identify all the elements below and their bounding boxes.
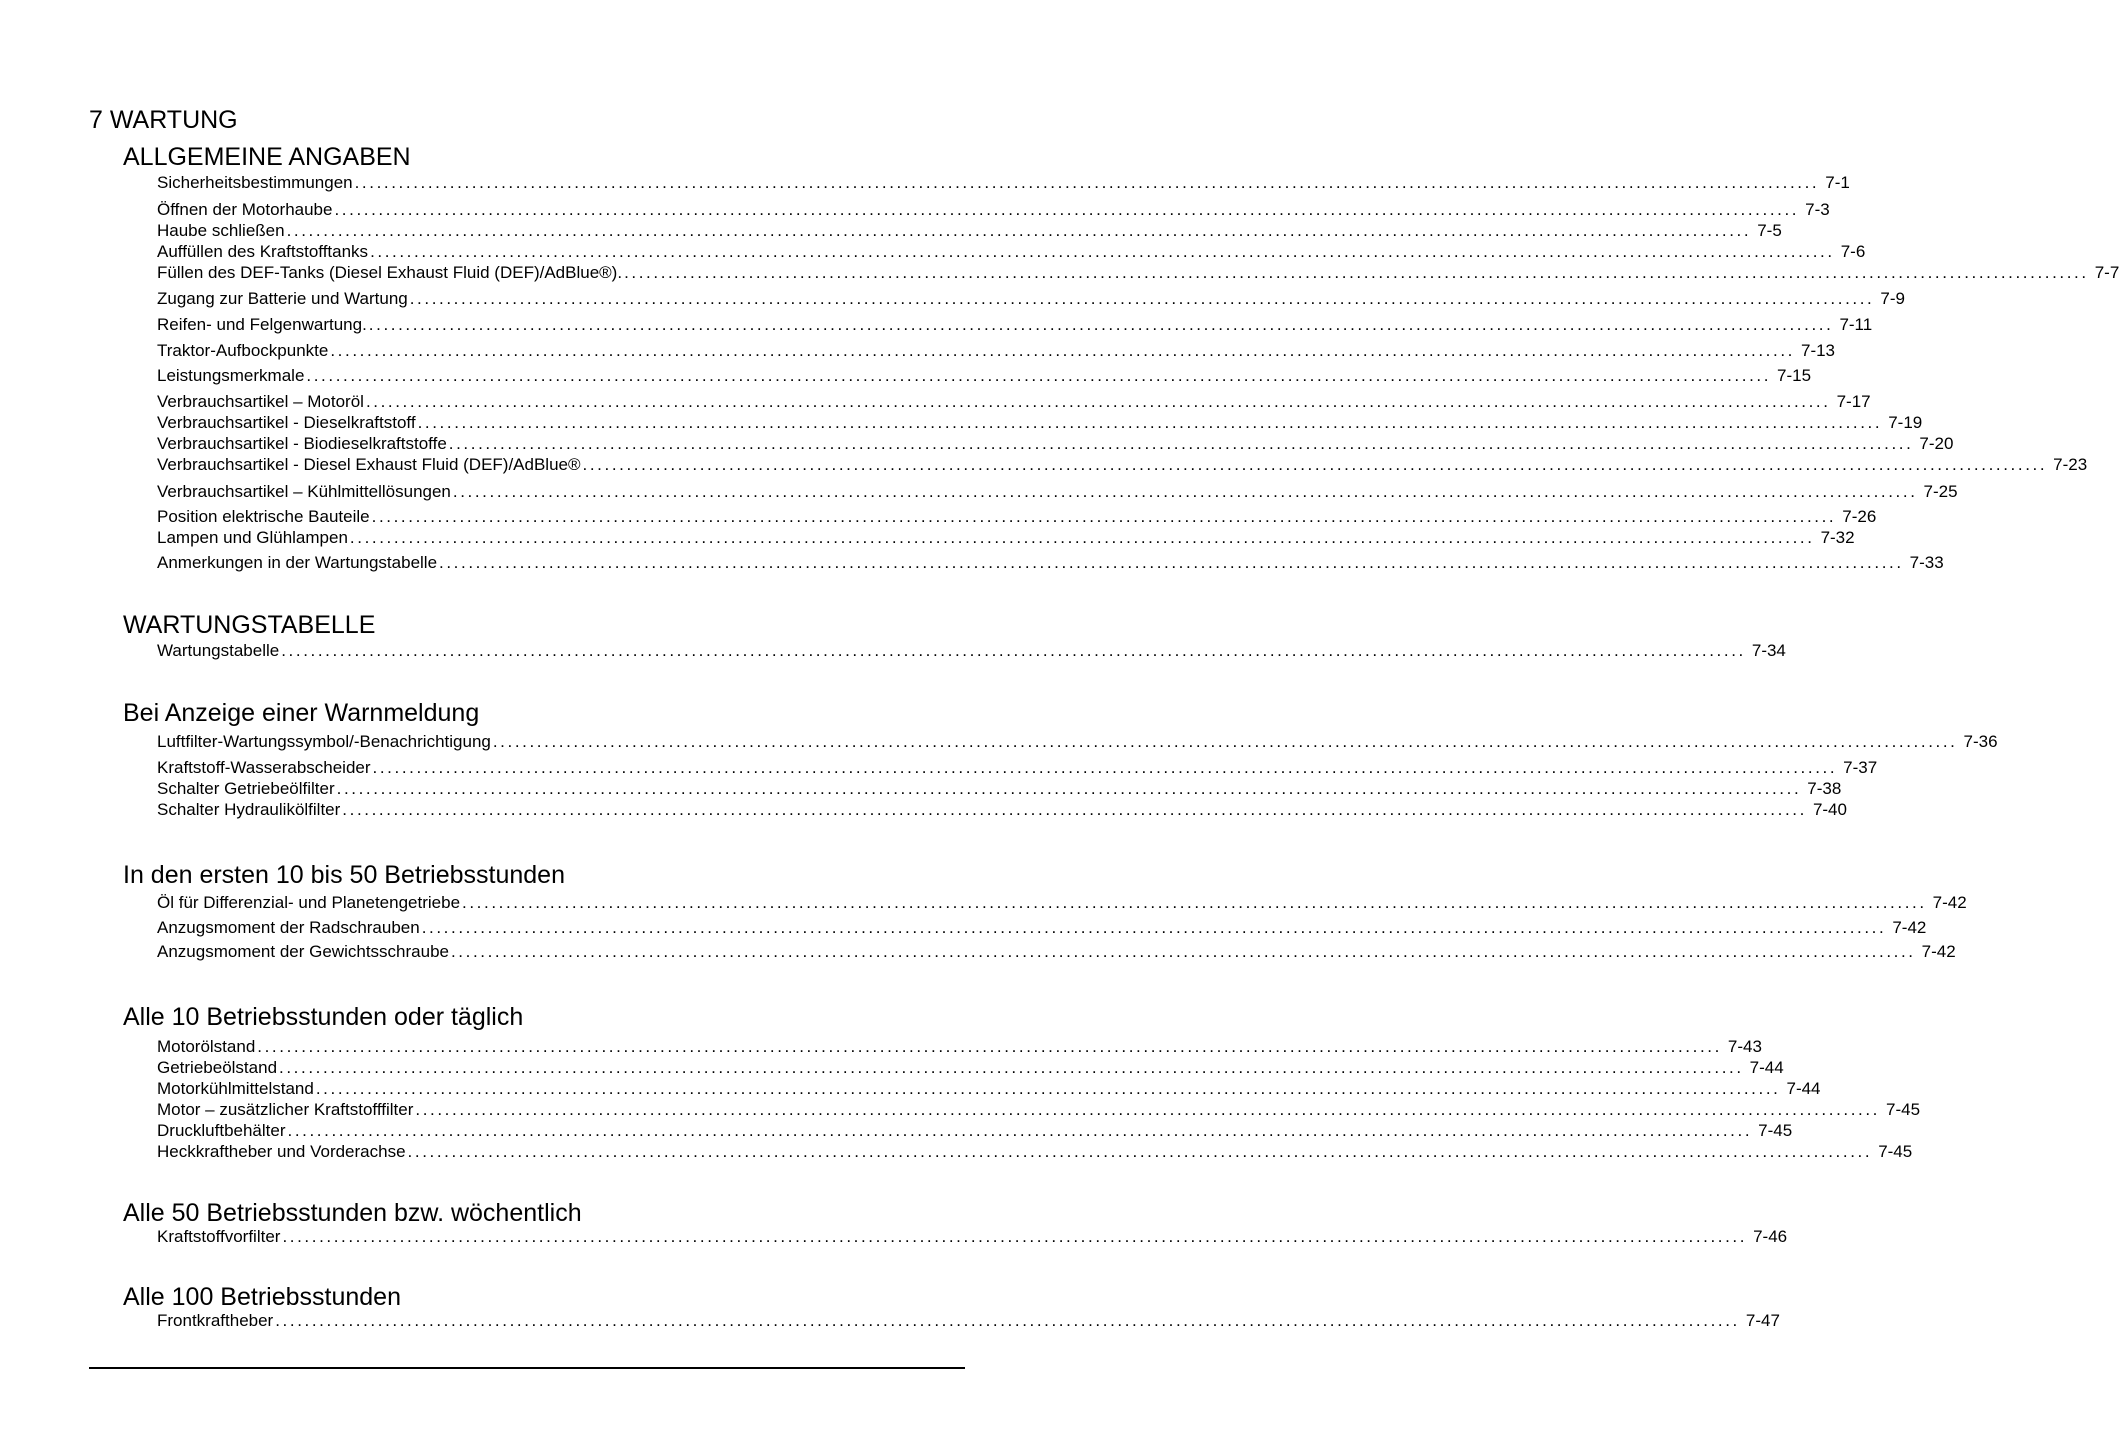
entry-page-number: 7-20 (1919, 434, 1954, 453)
section-title: Alle 10 Betriebsstunden oder täglich (123, 1003, 524, 1031)
section-title: ALLGEMEINE ANGABEN (123, 143, 411, 171)
toc-entry[interactable] (157, 799, 1847, 821)
entry-title: Haube schließen (157, 221, 285, 240)
entry-title: Luftfilter-Wartungssymbol/-Benachrichtigung (157, 732, 491, 751)
entry-page-number: 7-6 (1840, 242, 1866, 261)
entry-page-number: 7-45 (1878, 1142, 1913, 1161)
toc-entry[interactable] (157, 1120, 1793, 1142)
entry-title: Verbrauchsartikel - Dieselkraftstoff (157, 413, 416, 432)
dot-leader: ........................................................................................................................................................................................................ (336, 779, 1802, 798)
dot-leader: ........................................................................................................................................................................................................ (282, 1227, 1748, 1246)
section-title: In den ersten 10 bis 50 Betriebsstunden (123, 861, 565, 889)
toc-section-alle-50-betriebsstunden-bzw-wochentlich (123, 1198, 1788, 1250)
toc-entry[interactable] (157, 506, 1877, 528)
entry-page-number: 7-44 (1749, 1058, 1784, 1077)
toc-entry[interactable] (157, 527, 1855, 549)
entry-title: Sicherheitsbestimmungen (157, 173, 353, 192)
dot-leader: ........................................................................................................................................................................................................ (439, 553, 1904, 572)
dot-leader: ........................................................................................................................................................................................................ (492, 732, 1958, 751)
toc-entry[interactable] (157, 365, 1812, 387)
toc-entry[interactable] (157, 262, 2119, 284)
entry-page-number: 7-34 (1751, 641, 1786, 660)
dot-leader: ........................................................................................................................................................................................................ (448, 434, 1914, 453)
section-title: WARTUNGSTABELLE (123, 611, 376, 639)
toc-entry[interactable] (157, 892, 1967, 914)
entry-page-number: 7-3 (1805, 200, 1830, 219)
entry-title: Frontkraftheber (157, 1311, 274, 1330)
entry-page-number: 7-45 (1758, 1121, 1793, 1140)
entry-title: Öl für Differenzial- und Planetengetriebe (157, 893, 461, 912)
dot-leader: ........................................................................................................................................................................................................ (409, 289, 1875, 308)
dot-leader: ........................................................................................................................................................................................................ (462, 893, 1927, 912)
toc-section-allgemeine-angaben (123, 142, 2119, 576)
entry-page-number: 7-23 (2053, 455, 2088, 474)
toc-entry[interactable] (157, 340, 1836, 362)
toc-entry[interactable] (157, 731, 1998, 753)
entry-title: Auffüllen des Kraftstofftanks (157, 242, 369, 261)
toc-entry[interactable] (157, 220, 1782, 242)
dot-leader: ........................................................................................................................................................................................................ (306, 366, 1772, 385)
entry-title: Motorkühlmittelstand (157, 1079, 314, 1098)
entry-title: Reifen- und Felgenwartung. (157, 315, 367, 334)
entry-page-number: 7-42 (1892, 918, 1927, 937)
entry-page-number: 7-19 (1888, 413, 1923, 432)
section-title: Alle 100 Betriebsstunden (123, 1283, 401, 1311)
entry-title: Anzugsmoment der Radschrauben (157, 918, 420, 937)
toc-entry[interactable] (157, 917, 1927, 939)
dot-leader: ........................................................................................................................................................................................................ (257, 1037, 1722, 1056)
entry-title: Verbrauchsartikel - Diesel Exhaust Fluid (DEF)/AdBlue® (157, 455, 581, 474)
toc-entry[interactable] (157, 552, 1944, 574)
entry-page-number: 7-45 (1886, 1100, 1921, 1119)
toc-entry[interactable] (157, 757, 1878, 779)
dot-leader: ........................................................................................................................................................................................................ (286, 221, 1752, 240)
entry-title: Zugang zur Batterie und Wartung (157, 289, 408, 308)
toc-entry[interactable] (157, 1141, 1913, 1163)
entry-page-number: 7-46 (1753, 1227, 1788, 1246)
entry-page-number: 7-44 (1786, 1079, 1821, 1098)
entry-page-number: 7-47 (1745, 1311, 1780, 1330)
dot-leader: ........................................................................................................................................................................................................ (582, 455, 2048, 474)
entry-title: Wartungstabelle (157, 641, 280, 660)
entry-title: Schalter Getriebeölfilter (157, 779, 335, 798)
toc-entry[interactable] (157, 1099, 1921, 1121)
dot-leader: ........................................................................................................................................................................................................ (372, 758, 1838, 777)
dot-leader: ........................................................................................................................................................................................................ (281, 641, 1746, 660)
toc-entry[interactable] (157, 172, 1850, 194)
entry-page-number: 7-38 (1807, 779, 1842, 798)
toc-entry[interactable] (157, 778, 1842, 800)
entry-page-number: 7-25 (1923, 482, 1958, 501)
entry-title: Anmerkungen in der Wartungstabelle (157, 553, 438, 572)
entry-page-number: 7-42 (1921, 942, 1956, 961)
dot-leader: ........................................................................................................................................................................................................ (370, 242, 1835, 261)
toc-entry[interactable] (157, 1226, 1788, 1248)
toc-entry[interactable] (157, 1078, 1821, 1100)
entry-page-number: 7-36 (1963, 732, 1998, 751)
entry-title: Öffnen der Motorhaube (157, 200, 333, 219)
chapter-title: 7 WARTUNG (89, 106, 238, 134)
entry-title: Traktor-Aufbockpunkte (157, 341, 329, 360)
toc-entry[interactable] (157, 454, 2088, 476)
dot-leader: ........................................................................................................................................................................................................ (415, 1100, 1881, 1119)
entry-title: Kraftstoff-Wasserabscheider (157, 758, 371, 777)
dot-leader: ........................................................................................................................................................................................................ (349, 528, 1815, 547)
toc-entry[interactable] (157, 199, 1830, 221)
entry-title: Leistungsmerkmale (157, 366, 305, 385)
toc-section-wartungstabelle (123, 610, 1786, 664)
entry-title: Heckkraftheber und Vorderachse (157, 1142, 406, 1161)
section-title: Bei Anzeige einer Warnmeldung (123, 699, 480, 727)
entry-title: Verbrauchsartikel - Biodieselkraftstoffe (157, 434, 447, 453)
toc-entry[interactable] (157, 640, 1786, 662)
entry-page-number: 7-17 (1836, 392, 1871, 411)
entry-page-number: 7-13 (1800, 341, 1836, 360)
dot-leader: ........................................................................................................................................................................................................ (624, 263, 2089, 282)
toc-entry[interactable] (157, 1057, 1784, 1079)
entry-page-number: 7-15 (1777, 366, 1812, 385)
dot-leader: ........................................................................................................................................................................................................ (452, 482, 1918, 501)
entry-title: Druckluftbehälter (157, 1121, 286, 1140)
toc-entry[interactable] (157, 1036, 1762, 1058)
entry-page-number: 7-5 (1757, 221, 1782, 240)
dot-leader: ........................................................................................................................................................................................................ (371, 507, 1837, 526)
dot-leader: ........................................................................................................................................................................................................ (315, 1079, 1781, 1098)
entry-page-number: 7-43 (1727, 1037, 1762, 1056)
dot-leader: ........................................................................................................................................................................................................ (368, 315, 1834, 334)
toc-section-alle-100-betriebsstunden (123, 1282, 1780, 1334)
dot-leader: ........................................................................................................................................................................................................ (330, 341, 1795, 360)
toc-entry[interactable] (157, 288, 1905, 310)
entry-page-number: 7-40 (1812, 800, 1847, 819)
dot-leader: ........................................................................................................................................................................................................ (334, 200, 1800, 219)
entry-page-number: 7-33 (1909, 553, 1944, 572)
dot-leader: ........................................................................................................................................................................................................ (342, 800, 1807, 819)
dot-leader: ........................................................................................................................................................................................................ (450, 942, 1916, 961)
dot-leader: ........................................................................................................................................................................................................ (417, 413, 1883, 432)
entry-page-number: 7-32 (1820, 528, 1855, 547)
entry-title: Motorölstand (157, 1037, 256, 1056)
entry-page-number: 7-7 (2094, 263, 2119, 282)
entry-title: Anzugsmoment der Gewichtsschraube (157, 942, 449, 961)
entry-title: Füllen des DEF-Tanks (Diesel Exhaust Fluid (DEF)/AdBlue®). (157, 263, 623, 282)
dot-leader: ........................................................................................................................................................................................................ (365, 392, 1831, 411)
entry-page-number: 7-42 (1932, 893, 1967, 912)
dot-leader: ........................................................................................................................................................................................................ (275, 1311, 1740, 1330)
entry-title: Motor – zusätzlicher Kraftstofffilter (157, 1100, 414, 1119)
footer-rule (89, 1367, 965, 1369)
entry-title: Position elektrische Bauteile (157, 507, 370, 526)
toc-entry[interactable] (157, 314, 1873, 336)
dot-leader: ........................................................................................................................................................................................................ (287, 1121, 1753, 1140)
toc-entry[interactable] (157, 241, 1866, 263)
dot-leader: ........................................................................................................................................................................................................ (421, 918, 1887, 937)
entry-page-number: 7-9 (1880, 289, 1905, 308)
entry-title: Verbrauchsartikel – Kühlmittellösungen (157, 482, 451, 501)
entry-page-number: 7-1 (1825, 173, 1850, 192)
section-title: Alle 50 Betriebsstunden bzw. wöchentlich (123, 1199, 582, 1227)
toc-entry[interactable] (157, 481, 1958, 503)
toc-section-bei-anzeige-einer-warnmeldung (123, 698, 1998, 823)
toc-section-alle-10-betriebsstunden-oder-taglich (123, 1002, 1921, 1165)
entry-page-number: 7-26 (1842, 507, 1877, 526)
entry-title: Schalter Hydraulikölfilter (157, 800, 341, 819)
entry-page-number: 7-37 (1843, 758, 1878, 777)
toc-section-in-den-ersten-10-bis-50-betriebsstunden (123, 860, 1967, 965)
entry-title: Kraftstoffvorfilter (157, 1227, 281, 1246)
toc-entry[interactable] (157, 391, 1871, 413)
toc-entry[interactable] (157, 1310, 1780, 1332)
toc-entry[interactable] (157, 433, 1954, 455)
toc-entry[interactable] (157, 941, 1956, 963)
entry-page-number: 7-11 (1839, 315, 1873, 334)
dot-leader: ........................................................................................................................................................................................................ (407, 1142, 1873, 1161)
dot-leader: ........................................................................................................................................................................................................ (279, 1058, 1744, 1077)
entry-title: Getriebeölstand (157, 1058, 278, 1077)
entry-title: Verbrauchsartikel – Motoröl (157, 392, 364, 411)
entry-title: Lampen und Glühlampen (157, 528, 348, 547)
dot-leader: ........................................................................................................................................................................................................ (354, 173, 1820, 192)
toc-entry[interactable] (157, 412, 1923, 434)
